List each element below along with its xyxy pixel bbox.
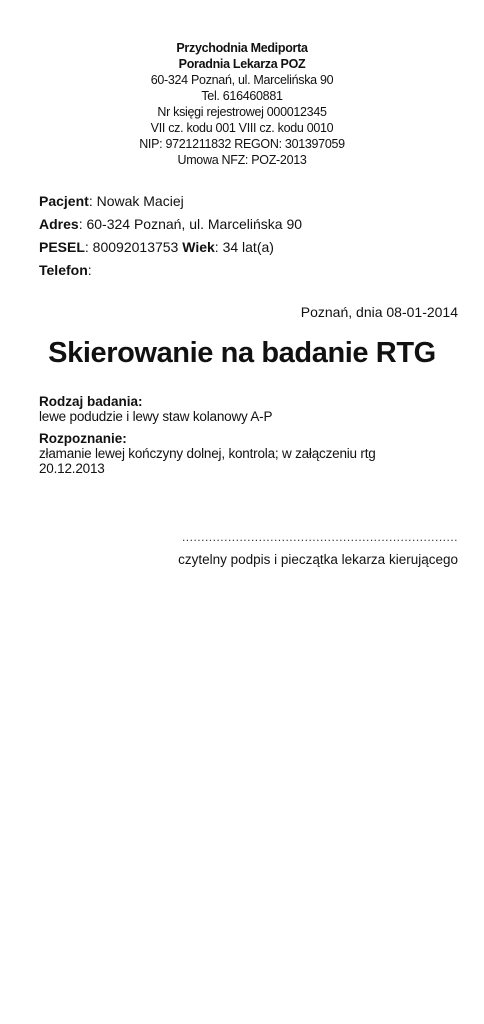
clinic-name: Przychodnia Mediporta [176, 41, 308, 55]
clinic-department: Poradnia Lekarza POZ [178, 57, 306, 71]
patient-name-row [39, 190, 302, 213]
diagnosis-label: Rozpoznanie: [39, 431, 127, 446]
patient-address-label: Adres [39, 216, 79, 232]
patient-age-value: : 34 lat(a) [214, 239, 274, 255]
patient-info [39, 190, 302, 282]
document-title: Skierowanie na badanie RTG [48, 337, 436, 369]
patient-pesel-row [39, 236, 302, 259]
exam-section [39, 394, 272, 424]
clinic-codes: VII cz. kodu 001 VIII cz. kodu 0010 [150, 121, 334, 135]
clinic-address: 60-324 Poznań, ul. Marcelińska 90 [150, 73, 334, 87]
patient-phone-value: : [87, 262, 92, 278]
patient-name-value: : Nowak Maciej [88, 193, 184, 209]
patient-name-label: Pacjent [39, 193, 89, 209]
clinic-nip-regon: NIP: 9721211832 REGON: 301397059 [139, 137, 345, 151]
patient-address-row [39, 213, 302, 236]
diagnosis-value-line2: 20.12.2013 [39, 461, 105, 476]
clinic-header [0, 40, 484, 168]
issue-date: Poznań, dnia 08-01-2014 [300, 304, 458, 320]
patient-phone-label: Telefon [39, 262, 88, 278]
clinic-registry: Nr księgi rejestrowej 000012345 [157, 105, 327, 119]
diagnosis-value-line1: złamanie lewej kończyny dolnej, kontrola; w załączeniu rtg [39, 446, 376, 461]
patient-phone-row [39, 259, 302, 282]
patient-address-value: : 60-324 Poznań, ul. Marcelińska 90 [78, 216, 303, 232]
exam-value: lewe podudzie i lewy staw kolanowy A-P [39, 409, 273, 424]
diagnosis-section [39, 431, 376, 476]
clinic-phone: Tel. 616460881 [201, 89, 283, 103]
patient-age-label: Wiek [182, 239, 215, 255]
patient-pesel-label: PESEL [39, 239, 85, 255]
clinic-contract: Umowa NFZ: POZ-2013 [177, 153, 307, 167]
signature-dotted-line: ........................................................................ [181, 530, 458, 544]
patient-pesel-value: : 80092013753 [84, 239, 183, 255]
exam-label: Rodzaj badania: [39, 394, 143, 409]
signature-caption: czytelny podpis i pieczątka lekarza kierującego [178, 552, 458, 567]
